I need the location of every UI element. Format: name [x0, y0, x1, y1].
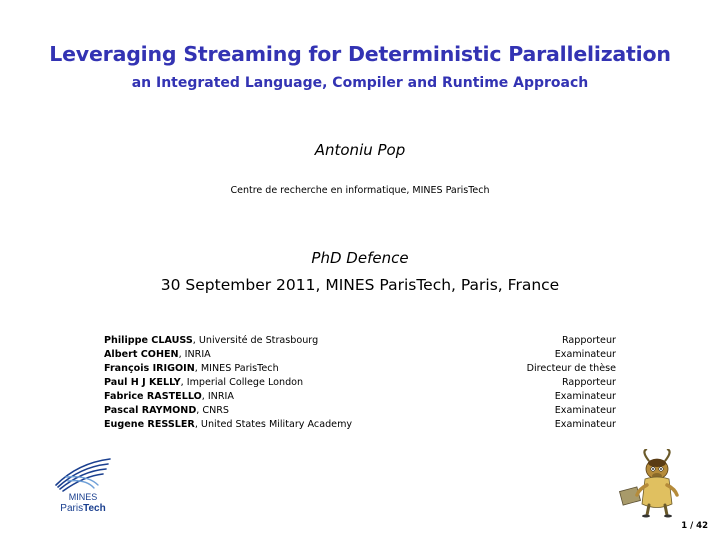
jury-member-role: Directeur de thèse: [526, 363, 616, 374]
mines-paristech-logo: [48, 455, 118, 515]
jury-member-name: Paul H J KELLY: [104, 377, 181, 388]
jury-row: [104, 390, 616, 404]
event-date-place: 30 September 2011, MINES ParisTech, Paris, France: [160, 276, 560, 294]
jury-member-affiliation: , INRIA: [178, 349, 211, 360]
jury-member-role: Rapporteur: [561, 377, 616, 388]
gnu-mascot-icon: [617, 449, 697, 519]
author-institution: Centre de recherche en informatique, MINES ParisTech: [230, 185, 490, 196]
jury-member-name: Fabrice RASTELLO: [104, 391, 202, 402]
jury-member-role: Examinateur: [554, 349, 616, 360]
jury-member-name: Eugene RESSLER: [104, 419, 195, 430]
jury-row: [104, 334, 616, 348]
page-number: 1 / 42: [681, 521, 708, 531]
jury-member-affiliation: , United States Military Academy: [194, 419, 353, 430]
jury-member-name: Philippe CLAUSS: [104, 335, 193, 346]
slide-title: Leveraging Streaming for Deterministic Parallelization: [49, 42, 671, 66]
jury-member-role: Examinateur: [554, 405, 616, 416]
jury-member-name: Pascal RAYMOND: [104, 405, 197, 416]
jury-member-affiliation: , Université de Strasbourg: [192, 335, 319, 346]
jury-list: [104, 334, 616, 432]
jury-row: [104, 348, 616, 362]
jury-member-affiliation: , MINES ParisTech: [194, 363, 279, 374]
jury-member-role: Examinateur: [554, 391, 616, 402]
jury-row: [104, 362, 616, 376]
jury-member-name: François IRIGOIN: [104, 363, 195, 374]
jury-member-affiliation: , INRIA: [201, 391, 234, 402]
author-name: Antoniu Pop: [314, 141, 406, 159]
jury-row: [104, 418, 616, 432]
logo-text-mines: MINES: [68, 492, 98, 502]
logo-text-paristech: ParisTech: [60, 503, 106, 514]
jury-member-name: Albert COHEN: [104, 349, 179, 360]
jury-member-role: Examinateur: [554, 419, 616, 430]
jury-member-affiliation: , Imperial College London: [180, 377, 304, 388]
slide-subtitle: an Integrated Language, Compiler and Runtime Approach: [131, 75, 589, 91]
jury-row: [104, 376, 616, 390]
event-name: PhD Defence: [311, 249, 409, 267]
jury-row: [104, 404, 616, 418]
jury-member-affiliation: , CNRS: [196, 405, 230, 416]
jury-member-role: Rapporteur: [561, 335, 616, 346]
